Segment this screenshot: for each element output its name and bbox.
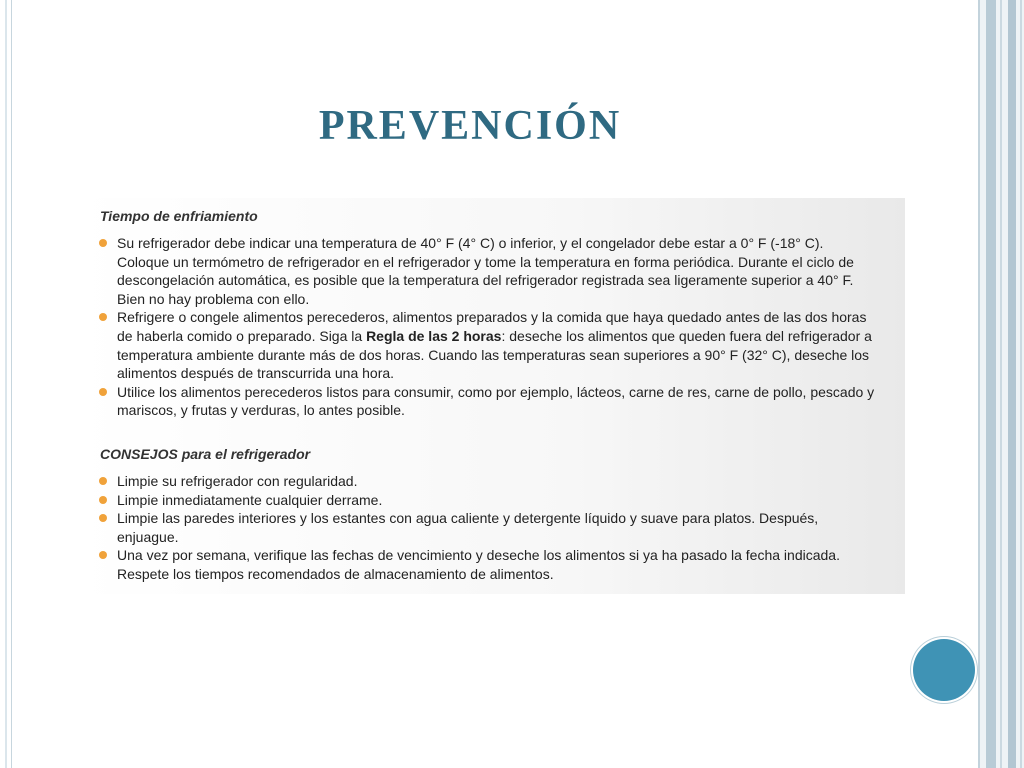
frame-stripe xyxy=(1000,0,1002,768)
two-hour-rule: Regla de las 2 horas xyxy=(366,327,502,344)
decorative-circle xyxy=(913,639,975,701)
content-panel xyxy=(77,198,905,594)
section-heading-cooling: Tiempo de enfriamiento xyxy=(100,208,258,224)
list-item: Limpie su refrigerador con regularidad. xyxy=(117,472,877,491)
list-item: Su refrigerador debe indicar una temperatura de 40° F (4° C) o inferior, y el congelador debe estar a 0° F (-18° C). Coloque un termómetro de refrigerador en el refrigerador y tome la temperatura en forma periódica. Durante el ciclo de descongelación automática, es posible que la temperatura del refrigerador registrada sea ligeramente superior a 40° F. Bien no hay problema con ello. xyxy=(117,234,877,308)
list-item: Utilice los alimentos perecederos listos para consumir, como por ejemplo, lácteos, carne de res, carne de pollo, pescado y mariscos, y frutas y verduras, lo antes posible. xyxy=(117,383,877,420)
bullet-icon xyxy=(99,514,107,522)
slide-frame-left xyxy=(0,0,12,768)
tips-list xyxy=(117,472,877,584)
list-item: Refrigere o congele alimentos perecederos, alimentos preparados y la comida que haya quedado antes de las dos horas de haberla comido o preparado. Siga la Regla de las 2 horas: deseche los alimentos que queden fuera del refrigerador a temperatura ambiente durante más de dos horas. Cuando las temperaturas sean superiores a 90° F (32° C), deseche los alimentos después de transcurrida una hora. xyxy=(117,308,877,382)
frame-stripe xyxy=(1020,0,1022,768)
bullet-icon xyxy=(99,313,107,321)
bullet-icon xyxy=(99,496,107,504)
frame-stripe xyxy=(986,0,996,768)
frame-stripe xyxy=(978,0,980,768)
cooling-list xyxy=(117,234,877,420)
slide-title: PREVENCIÓN xyxy=(318,103,622,149)
slide-frame-right xyxy=(978,0,1024,768)
bullet-icon xyxy=(99,239,107,247)
bullet-icon xyxy=(99,551,107,559)
section-heading-tips: CONSEJOS para el refrigerador xyxy=(100,446,311,462)
list-item: Limpie las paredes interiores y los estantes con agua caliente y detergente líquido y suave para platos. Después, enjuague. xyxy=(117,509,877,546)
list-item: Una vez por semana, verifique las fechas de vencimiento y deseche los alimentos si ya ha pasado la fecha indicada. Respete los tiempos recomendados de almacenamiento de alimentos. xyxy=(117,546,877,583)
list-item: Limpie inmediatamente cualquier derrame. xyxy=(117,491,877,510)
bullet-icon xyxy=(99,388,107,396)
frame-stripe xyxy=(1008,0,1016,768)
bullet-icon xyxy=(99,477,107,485)
